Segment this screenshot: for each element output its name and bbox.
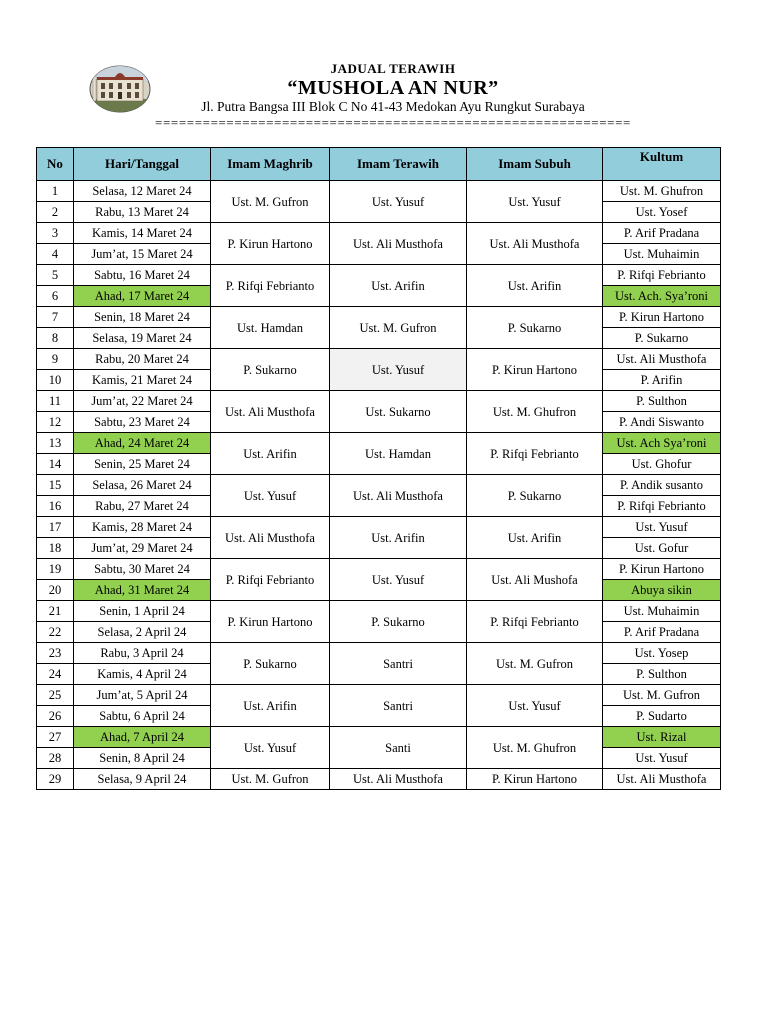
- kultum-cell: P. Arifin: [603, 370, 721, 391]
- column-header-imam-terawih: Imam Terawih: [330, 148, 467, 181]
- imam-subuh-cell: Ust. M. Gufron: [467, 643, 603, 685]
- row-date: Selasa, 12 Maret 24: [74, 181, 211, 202]
- row-date: Senin, 25 Maret 24: [74, 454, 211, 475]
- table-row: [37, 727, 721, 748]
- imam-maghrib-cell: Ust. Yusuf: [211, 727, 330, 769]
- imam-maghrib-cell: Ust. Hamdan: [211, 307, 330, 349]
- row-date: Senin, 8 April 24: [74, 748, 211, 769]
- schedule-table: [36, 147, 721, 790]
- row-date: Rabu, 3 April 24: [74, 643, 211, 664]
- imam-maghrib-cell: Ust. Ali Musthofa: [211, 517, 330, 559]
- imam-terawih-cell: Ust. Yusuf: [330, 559, 467, 601]
- row-date: Jum’at, 29 Maret 24: [74, 538, 211, 559]
- row-number: 6: [37, 286, 74, 307]
- row-date: Senin, 18 Maret 24: [74, 307, 211, 328]
- kultum-cell: Ust. Ali Musthofa: [603, 769, 721, 790]
- table-row: [37, 307, 721, 328]
- row-number: 22: [37, 622, 74, 643]
- imam-maghrib-cell: Ust. Ali Musthofa: [211, 391, 330, 433]
- row-number: 25: [37, 685, 74, 706]
- row-number: 28: [37, 748, 74, 769]
- imam-maghrib-cell: P. Rifqi Febrianto: [211, 559, 330, 601]
- imam-maghrib-cell: P. Sukarno: [211, 643, 330, 685]
- imam-maghrib-cell: Ust. M. Gufron: [211, 181, 330, 223]
- row-date: Sabtu, 30 Maret 24: [74, 559, 211, 580]
- row-date: Kamis, 21 Maret 24: [74, 370, 211, 391]
- row-date: Selasa, 19 Maret 24: [74, 328, 211, 349]
- column-header-date: Hari/Tanggal: [74, 148, 211, 181]
- row-number: 16: [37, 496, 74, 517]
- kultum-cell: P. Sulthon: [603, 664, 721, 685]
- imam-terawih-cell: Ust. Hamdan: [330, 433, 467, 475]
- kultum-cell: Ust. Muhaimin: [603, 601, 721, 622]
- row-date: Selasa, 9 April 24: [74, 769, 211, 790]
- kultum-cell: Ust. Ali Musthofa: [603, 349, 721, 370]
- column-header-imam-subuh: Imam Subuh: [467, 148, 603, 181]
- imam-terawih-cell: Ust. Yusuf: [330, 181, 467, 223]
- table-row: [37, 433, 721, 454]
- row-date: Jum’at, 5 April 24: [74, 685, 211, 706]
- row-number: 17: [37, 517, 74, 538]
- row-number: 4: [37, 244, 74, 265]
- row-number: 12: [37, 412, 74, 433]
- imam-terawih-cell: Ust. Yusuf: [330, 349, 467, 391]
- separator-line: ============================================================: [155, 115, 631, 130]
- row-number: 21: [37, 601, 74, 622]
- table-row: [37, 601, 721, 622]
- row-date: Sabtu, 16 Maret 24: [74, 265, 211, 286]
- imam-terawih-cell: Ust. Sukarno: [330, 391, 467, 433]
- imam-terawih-cell: Ust. Ali Musthofa: [330, 223, 467, 265]
- imam-maghrib-cell: P. Kirun Hartono: [211, 601, 330, 643]
- imam-subuh-cell: Ust. Ali Mushofa: [467, 559, 603, 601]
- row-number: 10: [37, 370, 74, 391]
- imam-subuh-cell: P. Sukarno: [467, 307, 603, 349]
- column-header-kultum: Kultum: [603, 148, 721, 181]
- kultum-cell: Ust. Muhaimin: [603, 244, 721, 265]
- table-row: [37, 559, 721, 580]
- kultum-cell: P. Kirun Hartono: [603, 559, 721, 580]
- column-header-imam-maghrib: Imam Maghrib: [211, 148, 330, 181]
- row-date: Rabu, 27 Maret 24: [74, 496, 211, 517]
- kultum-cell-sunday: Abuya sikin: [603, 580, 721, 601]
- row-date: Kamis, 28 Maret 24: [74, 517, 211, 538]
- imam-terawih-cell: Santri: [330, 685, 467, 727]
- kultum-cell: Ust. Yusuf: [603, 517, 721, 538]
- row-date: Selasa, 26 Maret 24: [74, 475, 211, 496]
- kultum-cell: Ust. M. Ghufron: [603, 181, 721, 202]
- imam-subuh-cell: Ust. M. Ghufron: [467, 391, 603, 433]
- table-header-row: [37, 148, 721, 181]
- imam-subuh-cell: P. Kirun Hartono: [467, 349, 603, 391]
- table-row: [37, 643, 721, 664]
- imam-subuh-cell: P. Rifqi Febrianto: [467, 601, 603, 643]
- row-number: 1: [37, 181, 74, 202]
- imam-maghrib-cell: Ust. Arifin: [211, 433, 330, 475]
- kultum-cell: P. Sudarto: [603, 706, 721, 727]
- row-number: 3: [37, 223, 74, 244]
- table-row: [37, 475, 721, 496]
- imam-terawih-cell: P. Sukarno: [330, 601, 467, 643]
- table-row: [37, 223, 721, 244]
- kultum-cell: P. Andi Siswanto: [603, 412, 721, 433]
- row-number: 29: [37, 769, 74, 790]
- table-row: [37, 769, 721, 790]
- row-number: 26: [37, 706, 74, 727]
- imam-terawih-cell: Ust. Arifin: [330, 517, 467, 559]
- row-date-sunday: Ahad, 24 Maret 24: [74, 433, 211, 454]
- row-number: 18: [37, 538, 74, 559]
- column-header-no: No: [37, 148, 74, 181]
- imam-terawih-cell: Ust. Ali Musthofa: [330, 475, 467, 517]
- imam-terawih-cell: Santri: [330, 643, 467, 685]
- row-number: 2: [37, 202, 74, 223]
- imam-terawih-cell: Ust. Ali Musthofa: [330, 769, 467, 790]
- imam-maghrib-cell: P. Kirun Hartono: [211, 223, 330, 265]
- row-date: Rabu, 13 Maret 24: [74, 202, 211, 223]
- imam-subuh-cell: P. Kirun Hartono: [467, 769, 603, 790]
- document-header: [0, 0, 768, 140]
- mosque-name: “MUSHOLA AN NUR”: [287, 77, 499, 99]
- kultum-cell: P. Arif Pradana: [603, 223, 721, 244]
- row-number: 11: [37, 391, 74, 412]
- imam-terawih-cell: Santi: [330, 727, 467, 769]
- kultum-cell-sunday: Ust. Rizal: [603, 727, 721, 748]
- kultum-cell: Ust. M. Gufron: [603, 685, 721, 706]
- imam-subuh-cell: Ust. Arifin: [467, 517, 603, 559]
- table-row: [37, 685, 721, 706]
- imam-maghrib-cell: Ust. Arifin: [211, 685, 330, 727]
- imam-subuh-cell: Ust. Arifin: [467, 265, 603, 307]
- imam-maghrib-cell: P. Rifqi Febrianto: [211, 265, 330, 307]
- kultum-cell-sunday: Ust. Ach Sya’roni: [603, 433, 721, 454]
- kultum-cell: Ust. Yosef: [603, 202, 721, 223]
- imam-subuh-cell: Ust. Ali Musthofa: [467, 223, 603, 265]
- kultum-cell: P. Rifqi Febrianto: [603, 496, 721, 517]
- row-date: Kamis, 14 Maret 24: [74, 223, 211, 244]
- document-title: JADUAL TERAWIH: [330, 61, 456, 76]
- row-date: Kamis, 4 April 24: [74, 664, 211, 685]
- kultum-cell: P. Arif Pradana: [603, 622, 721, 643]
- kultum-cell: Ust. Yusuf: [603, 748, 721, 769]
- mosque-address: Jl. Putra Bangsa III Blok C No 41-43 Medokan Ayu Rungkut Surabaya: [201, 99, 585, 114]
- row-date: Sabtu, 6 April 24: [74, 706, 211, 727]
- row-number: 20: [37, 580, 74, 601]
- row-date-sunday: Ahad, 17 Maret 24: [74, 286, 211, 307]
- kultum-cell-sunday: Ust. Ach. Sya’roni: [603, 286, 721, 307]
- imam-subuh-cell: P. Sukarno: [467, 475, 603, 517]
- row-number: 24: [37, 664, 74, 685]
- kultum-cell: P. Kirun Hartono: [603, 307, 721, 328]
- imam-maghrib-cell: P. Sukarno: [211, 349, 330, 391]
- kultum-cell: P. Sukarno: [603, 328, 721, 349]
- table-row: [37, 391, 721, 412]
- row-number: 13: [37, 433, 74, 454]
- row-number: 8: [37, 328, 74, 349]
- row-number: 27: [37, 727, 74, 748]
- row-number: 14: [37, 454, 74, 475]
- table-row: [37, 181, 721, 202]
- row-number: 23: [37, 643, 74, 664]
- imam-subuh-cell: Ust. Yusuf: [467, 181, 603, 223]
- row-date: Sabtu, 23 Maret 24: [74, 412, 211, 433]
- kultum-cell: Ust. Ghofur: [603, 454, 721, 475]
- kultum-cell: P. Sulthon: [603, 391, 721, 412]
- kultum-cell: P. Andik susanto: [603, 475, 721, 496]
- imam-subuh-cell: Ust. M. Ghufron: [467, 727, 603, 769]
- row-number: 19: [37, 559, 74, 580]
- row-date: Jum’at, 15 Maret 24: [74, 244, 211, 265]
- row-number: 15: [37, 475, 74, 496]
- kultum-cell: Ust. Yosep: [603, 643, 721, 664]
- table-row: [37, 349, 721, 370]
- kultum-cell: Ust. Gofur: [603, 538, 721, 559]
- row-date: Jum’at, 22 Maret 24: [74, 391, 211, 412]
- imam-subuh-cell: Ust. Yusuf: [467, 685, 603, 727]
- row-date: Senin, 1 April 24: [74, 601, 211, 622]
- row-date: Selasa, 2 April 24: [74, 622, 211, 643]
- row-number: 9: [37, 349, 74, 370]
- row-date-sunday: Ahad, 31 Maret 24: [74, 580, 211, 601]
- row-date: Rabu, 20 Maret 24: [74, 349, 211, 370]
- table-row: [37, 265, 721, 286]
- row-date-sunday: Ahad, 7 April 24: [74, 727, 211, 748]
- imam-maghrib-cell: Ust. Yusuf: [211, 475, 330, 517]
- row-number: 5: [37, 265, 74, 286]
- kultum-cell: P. Rifqi Febrianto: [603, 265, 721, 286]
- imam-subuh-cell: P. Rifqi Febrianto: [467, 433, 603, 475]
- imam-maghrib-cell: Ust. M. Gufron: [211, 769, 330, 790]
- imam-terawih-cell: Ust. Arifin: [330, 265, 467, 307]
- row-number: 7: [37, 307, 74, 328]
- table-row: [37, 517, 721, 538]
- imam-terawih-cell: Ust. M. Gufron: [330, 307, 467, 349]
